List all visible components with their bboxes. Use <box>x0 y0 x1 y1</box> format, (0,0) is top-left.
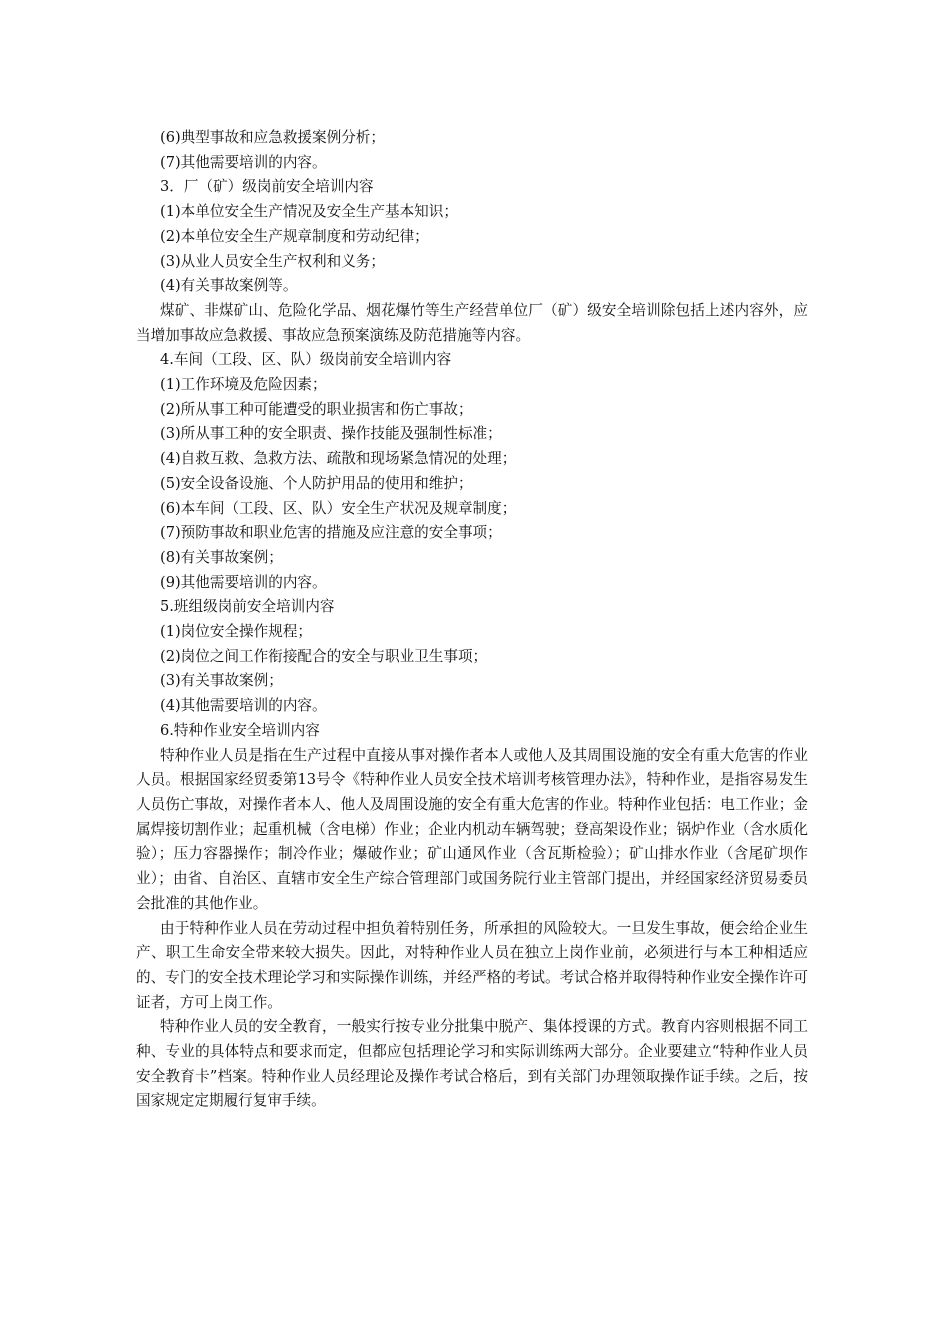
list-item: (8)有关事故案例； <box>160 548 283 566</box>
list-item: (3)有关事故案例； <box>160 672 283 690</box>
list-item: (6)典型事故和应急救援案例分析； <box>160 129 385 146</box>
paragraph-special-risk: 由于特种作业人员在劳动过程中担负着特别任务，所承担的风险较大。一旦发生事故，便会给企业生产、职工生命安全带来较大损失。因此，对特种作业人员在独立上岗作业前，必须进行与本工种相适应的、专门的安全技术理论学习和实际操作训练，并经严格的考试。考试合格并取得特种作业安全操作许可证者，方可上岗工作。 <box>136 919 808 1011</box>
list-item: (1)岗位安全操作规程； <box>160 623 313 641</box>
list-item: (4)有关事故案例等。 <box>160 277 298 295</box>
list-item: (2)所从事工种可能遭受的职业损害和伤亡事故； <box>160 400 473 418</box>
list-item: (3)所从事工种的安全职责、操作技能及强制性标准； <box>160 425 502 443</box>
list-item: (9)其他需要培训的内容。 <box>160 573 327 591</box>
list-item: (1)工作环境及危险因素； <box>160 376 327 394</box>
section-heading: 5.班组级岗前安全培训内容 <box>160 598 335 616</box>
list-item: (7)预防事故和职业危害的措施及应注意的安全事项； <box>160 524 502 542</box>
paragraph-special-education: 特种作业人员的安全教育，一般实行按专业分批集中脱产、集体授课的方式。教育内容则根据不同工种、专业的具体特点和要求而定，但都应包括理论学习和实际训练两大部分。企业要建立“特种作业人员安全教育卡”档案。特种作业人员经理论及操作考试合格后，到有关部门办理领取操作证手续。之后，按国家规定定期履行复审手续。 <box>136 1018 808 1110</box>
list-item: (4)自救互救、急救方法、疏散和现场紧急情况的处理； <box>160 450 517 468</box>
list-item: (4)其他需要培训的内容。 <box>160 697 327 715</box>
list-item: (2)本单位安全生产规章制度和劳动纪律； <box>160 227 429 245</box>
paragraph-special-definition: 特种作业人员是指在生产过程中直接从事对操作者本人或他人及其周围设施的安全有重大危害的作业人员。根据国家经贸委第13号令《特种作业人员安全技术培训考核管理办法》，特种作业，是指容易发生人员伤亡事故，对操作者本人、他人及周围设施的安全有重大危害的作业。特种作业包括：电工作业；金属焊接切割作业；起重机械（含电梯）作业；企业内机动车辆驾驶；登高架设作业；锅炉作业（含水质化验）；压力容器操作；制冷作业；爆破作业；矿山通风作业（含瓦斯检验）；矿山排水作业（含尾矿坝作业）；由省、自治区、直辖市安全生产综合管理部门或国务院行业主管部门提出，并经国家经济贸易委员会批准的其他作业。 <box>136 746 808 912</box>
list-item: (7)其他需要培训的内容。 <box>160 153 327 171</box>
section-heading: 3．厂（矿）级岗前安全培训内容 <box>160 178 374 196</box>
list-item: (1)本单位安全生产情况及安全生产基本知识； <box>160 203 458 221</box>
list-item: (3)从业人员安全生产权利和义务； <box>160 252 385 270</box>
list-item: (5)安全设备设施、个人防护用品的使用和维护； <box>160 474 473 492</box>
list-item: (6)本车间（工段、区、队）安全生产状况及规章制度； <box>160 499 517 517</box>
document-body <box>136 126 808 1114</box>
section-heading: 4.车间（工段、区、队）级岗前安全培训内容 <box>160 351 452 369</box>
section-heading: 6.特种作业安全培训内容 <box>160 721 320 739</box>
paragraph-mine-training: 煤矿、非煤矿山、危险化学品、烟花爆竹等生产经营单位厂（矿）级安全培训除包括上述内容外，应当增加事故应急救援、事故应急预案演练及防范措施等内容。 <box>136 301 808 344</box>
list-item: (2)岗位之间工作衔接配合的安全与职业卫生事项； <box>160 647 488 665</box>
